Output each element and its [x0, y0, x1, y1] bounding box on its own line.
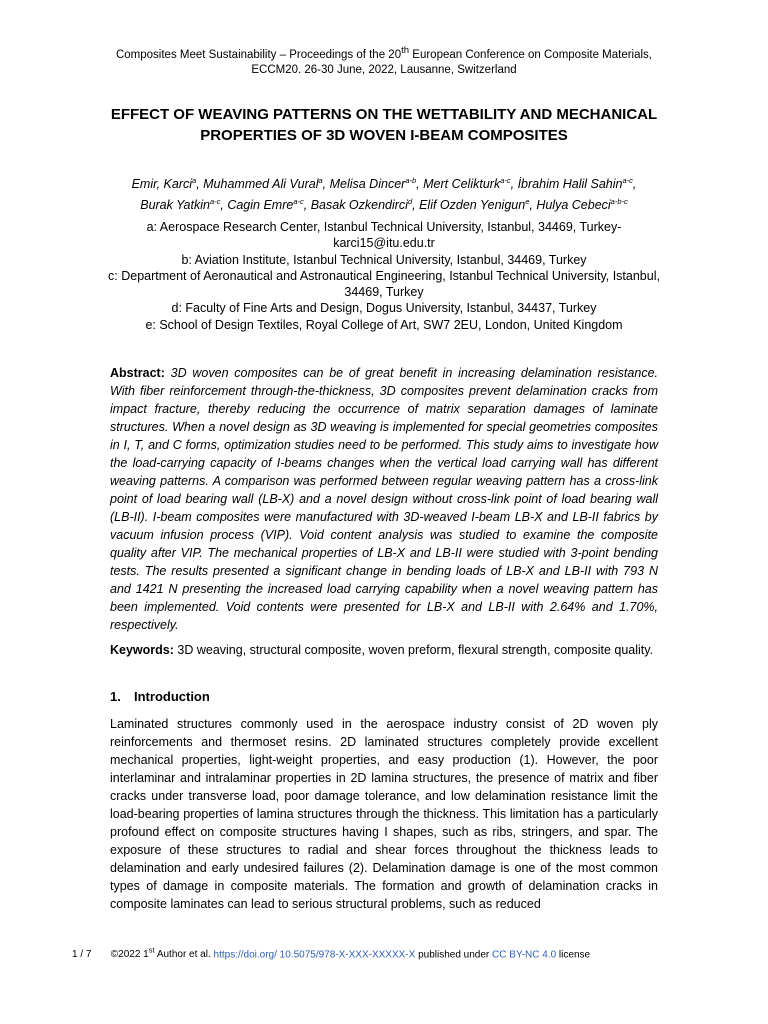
author-list: [100, 172, 668, 214]
conference-header-line-1: Composites Meet Sustainability – Proceedings of the 20th European Conference on Composite Materials,: [115, 45, 653, 61]
paper-title: EFFECT OF WEAVING PATTERNS ON THE WETTABILITY AND MECHANICAL PROPERTIES OF 3D WOVEN I-BEAM COMPOSITES: [110, 106, 658, 144]
author: Mert Celikturk$^{a-c}$,: [423, 176, 518, 192]
author: Elif Ozden Yenigun$^e$,: [419, 197, 537, 213]
conference-header: [100, 43, 668, 78]
section-body-text: Laminated structures commonly used in the aerospace industry consist of 2D woven ply reinforcements and thermoset resins. 2D laminated structures completely provide excellent mechanical properties, light-weight properties, and easy production (1). However, the poor interlaminar and intralaminar properties in 2D lamina structures, the presence of matrix and fiber cracks under transverse load, poor damage tolerance, and low delamination resistance limit the load-bearing properties of lamina structures through the thickness. This limitation has a particularly profound effect on composite structures having I shapes, such as ribs, stringers, and spar. The exposure of these structures to radial and shear forces throughout the thickness leads to delamination and early undesired failures (2). Delamination damage is one of the most common types of damage in composite materials. The formation and growth of delamination cracks in composite laminates can lead to serious structural problems, such as reduced: [110, 717, 658, 911]
affiliation: c: Department of Aeronautical and Astronautical Engineering, Istanbul Technical University, Istanbul, 34469, Turkey: [108, 268, 660, 300]
section-title: Introduction: [134, 689, 210, 704]
abstract: [110, 364, 658, 634]
conference-header-line-2: ECCM20. 26-30 June, 2022, Lausanne, Switzerland: [251, 63, 517, 76]
keywords-label: Keywords:: [110, 643, 174, 657]
affiliation: d: Faculty of Fine Arts and Design, Dogus University, Istanbul, 34437, Turkey: [171, 301, 597, 316]
abstract-text: 3D woven composites can be of great benefit in increasing delamination resistance. With fiber reinforcement through-the-thickness, 3D composites prevent delamination cracks from impact fracture, thereby reducing the occurrence of matrix separation damages of laminate structures. When a novel design as 3D weaving is implemented for special geometries composites in I, T, and C forms, optimization studies need to be performed. This study aims to investigate how the load-carrying capacity of I-beams changes when the vertical load carrying wall has different weaving patterns. A comparison was performed between regular weaving pattern has a cross-link point of load bearing wall (LB-X) and a novel design without cross-link point of load bearing wall (LB-II). I-beam composites were manufactured with 3D-weaved I-beam LB-X and LB-II fabrics by vacuum infusion process (VIP). Void content analysis was studied to examine the composite quality after VIP. The mechanical properties of LB-X and LB-II were studied with 3-point bending tests. The results presented a significant change in bending loads of LB-X and LB-II with 793 N and 1421 N presenting the increased load carrying capability when a novel weaving pattern has been implemented. Void contents were presented for LB-X and LB-II with 2.64% and 1.70%, respectively.: [110, 366, 658, 632]
keywords-text: 3D weaving, structural composite, woven preform, flexural strength, composite quality.: [177, 643, 654, 657]
author: İbrahim Halil Sahin$^{a-c}$,: [517, 176, 637, 192]
author: Hulya Cebeci$^{a-b-c}$: [536, 197, 628, 213]
affiliation: e: School of Design Textiles, Royal College of Art, SW7 2EU, London, United Kingdom: [145, 317, 623, 332]
author: Cagin Emre$^{a-c}$,: [227, 197, 311, 213]
copyright-notice: ©2022 1st Author et al.: [110, 946, 214, 961]
section-number: 1.: [110, 689, 121, 704]
affiliation-list: [100, 219, 668, 333]
affiliation: b: Aviation Institute, Istanbul Technical University, Istanbul, 34469, Turkey: [181, 252, 587, 267]
author: Burak Yatkin$^{a-c}$,: [140, 197, 228, 213]
published-under-text: published under: [415, 949, 493, 961]
page-number: 1 / 7: [72, 949, 92, 961]
author: Melisa Dincer$^{a-b}$,: [329, 176, 424, 192]
page-footer: [72, 944, 712, 962]
keywords: [110, 641, 658, 659]
author: Emir, Karci$^a$,: [131, 176, 204, 192]
section-heading: [110, 688, 658, 706]
author: Basak Ozkendirci$^d$,: [310, 197, 420, 213]
license-link[interactable]: CC BY-NC 4.0: [492, 949, 557, 961]
doi-link[interactable]: https://doi.org/ 10.5075/978-X-XXX-XXXXX-X: [213, 949, 416, 961]
author: Muhammed Ali Vural$^a$,: [203, 176, 330, 192]
abstract-label: Abstract:: [110, 366, 165, 380]
license-word: license: [556, 949, 591, 961]
affiliation: a: Aerospace Research Center, Istanbul Technical University, Istanbul, 34469, Turkey-karci15@itu.edu.tr: [146, 220, 622, 251]
